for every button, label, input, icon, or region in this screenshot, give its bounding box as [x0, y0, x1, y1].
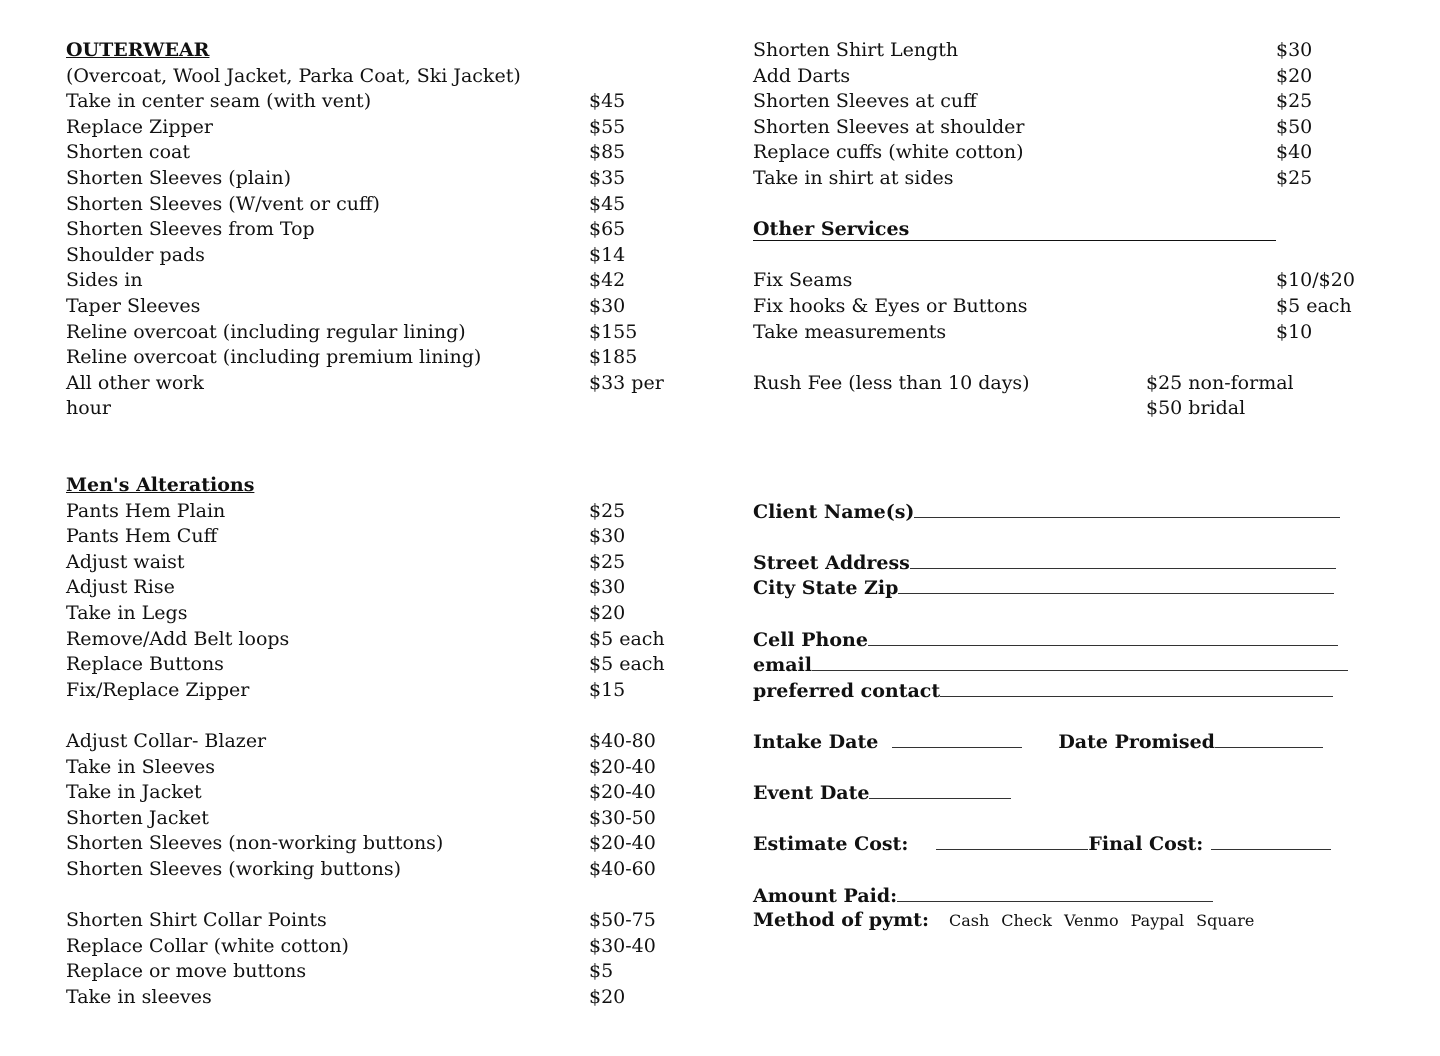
price-row [66, 550, 706, 576]
spacer [753, 448, 1393, 474]
service-price: $15 [589, 678, 626, 701]
service-price: $20-40 [589, 832, 656, 855]
price-row [66, 627, 706, 653]
estimate-cost-field[interactable] [936, 831, 1088, 850]
section-title: Men's Alterations [66, 474, 255, 497]
price-row [66, 934, 706, 960]
service-price: $5 each [589, 653, 665, 676]
service-price: $33 per [589, 371, 664, 394]
price-row [753, 38, 1393, 64]
service-price: $10 [1276, 320, 1313, 343]
service-price: $20 [589, 985, 626, 1008]
price-row [753, 115, 1393, 141]
service-price: $20-40 [589, 755, 656, 778]
price-row [66, 959, 706, 985]
spacer [753, 422, 1393, 448]
price-row [66, 89, 706, 115]
price-row [66, 371, 706, 397]
payment-option-check[interactable]: Check [1001, 911, 1052, 931]
payment-option-square[interactable]: Square [1196, 911, 1255, 931]
right-column [753, 38, 1393, 934]
service-price: $50 bridal [1146, 397, 1246, 420]
service-price: $50-75 [589, 909, 656, 932]
price-row [66, 524, 706, 550]
service-price: $40 [1276, 141, 1313, 164]
service-label: Shorten Shirt Collar Points [66, 909, 327, 932]
price-row [66, 678, 706, 704]
service-label: Shorten Sleeves (W/vent or cuff) [66, 192, 380, 215]
service-price: $40-80 [589, 730, 656, 753]
form-row [753, 499, 1393, 525]
service-price: $25 [1276, 166, 1313, 189]
payment-options [929, 909, 1266, 931]
service-price: $185 [589, 346, 638, 369]
price-row [66, 268, 706, 294]
service-label: Take in sleeves [66, 985, 212, 1008]
price-row [66, 831, 706, 857]
price-row [66, 857, 706, 883]
service-label: Replace Buttons [66, 653, 224, 676]
payment-option-venmo[interactable]: Venmo [1063, 911, 1119, 931]
price-row [66, 806, 706, 832]
service-price: $25 non-formal [1146, 371, 1294, 394]
service-label: Rush Fee (less than 10 days) [753, 371, 1030, 394]
service-label: Replace or move buttons [66, 960, 307, 983]
service-label: Remove/Add Belt loops [66, 627, 290, 650]
service-price: $25 [1276, 90, 1313, 113]
street-address-field[interactable] [910, 550, 1336, 569]
text-line: (Overcoat, Wool Jacket, Parka Coat, Ski Jacket) [66, 64, 521, 87]
service-label: Shorten Sleeves (non-working buttons) [66, 832, 444, 855]
form-row [753, 575, 1393, 601]
field-label: Event Date [753, 782, 870, 805]
field-label: email [753, 654, 812, 677]
text-line: hour [66, 397, 111, 420]
price-row [753, 294, 1393, 320]
section-heading [66, 38, 706, 64]
price-row [753, 89, 1393, 115]
spacer [753, 806, 1393, 832]
client-name-s-field[interactable] [914, 499, 1340, 518]
service-label: Shorten Sleeves (working buttons) [66, 858, 402, 880]
field-label: Intake Date [753, 731, 879, 754]
service-price: $30 [589, 294, 626, 317]
service-label: Adjust Rise [66, 576, 175, 599]
field-label: Final Cost: [1088, 833, 1204, 856]
price-row [66, 652, 706, 678]
service-label: Taper Sleeves [66, 294, 201, 317]
service-label: Fix hooks & Eyes or Buttons [753, 294, 1028, 317]
spacer [66, 883, 706, 909]
field-label: preferred contact [753, 679, 941, 702]
field-label: Cell Phone [753, 628, 868, 651]
cell-phone-field[interactable] [868, 627, 1338, 646]
service-label: Shorten Sleeves (plain) [66, 166, 291, 189]
price-row [66, 396, 706, 422]
field-label: Date Promised [1058, 731, 1215, 754]
price-row [753, 320, 1393, 346]
price-row [66, 217, 706, 243]
service-price: $20 [1276, 64, 1313, 87]
service-price: $30 [589, 576, 626, 599]
price-row [753, 64, 1393, 90]
price-row [66, 243, 706, 269]
form-row [753, 780, 1393, 806]
spacer [753, 857, 1393, 883]
service-label: Take in Sleeves [66, 755, 215, 778]
service-label: Take in Jacket [66, 781, 202, 804]
spacer [753, 601, 1393, 627]
service-label: Add Darts [753, 64, 851, 87]
price-row [66, 729, 706, 755]
form-row [753, 831, 1393, 857]
service-label: Shorten Jacket [66, 806, 209, 829]
service-price: $25 [589, 550, 626, 573]
price-row [66, 908, 706, 934]
spacer [753, 243, 1393, 269]
spacer [753, 755, 1393, 781]
service-label: Shorten Sleeves at shoulder [753, 115, 1025, 138]
service-label: Reline overcoat (including premium lining) [66, 346, 482, 369]
price-row [66, 64, 706, 90]
left-column [66, 38, 706, 1011]
section-heading [753, 217, 1393, 243]
email-field[interactable] [812, 652, 1348, 671]
price-row [66, 320, 706, 346]
price-row [753, 268, 1393, 294]
spacer [753, 192, 1393, 218]
price-row [753, 371, 1393, 397]
service-label: Shorten Sleeves from Top [66, 218, 315, 241]
service-label: Replace cuffs (white cotton) [753, 141, 1024, 164]
price-row [66, 601, 706, 627]
preferred-contact-field[interactable] [940, 678, 1333, 697]
field-label: Estimate Cost: [753, 833, 909, 856]
service-price: $30 [589, 525, 626, 548]
service-label: Fix Seams [753, 269, 853, 292]
city-state-zip-field[interactable] [898, 575, 1334, 594]
service-label: Take in center seam (with vent) [66, 90, 372, 113]
section-title: Other Services [753, 218, 1276, 241]
event-date-field[interactable] [869, 780, 1011, 799]
price-row [66, 140, 706, 166]
service-price: $45 [589, 192, 626, 215]
form-row [753, 908, 1393, 934]
service-price: $155 [589, 320, 638, 343]
spacer [66, 448, 706, 474]
service-label: Shorten Sleeves at cuff [753, 90, 977, 113]
field-label: Street Address [753, 551, 910, 574]
service-label: Fix/Replace Zipper [66, 678, 250, 701]
price-row [66, 499, 706, 525]
service-price: $5 each [589, 627, 665, 650]
service-label: Reline overcoat (including regular lining) [66, 320, 466, 343]
spacer [66, 422, 706, 448]
service-label: Take in shirt at sides [753, 166, 954, 189]
section-title: OUTERWEAR [66, 39, 210, 61]
service-label: Adjust waist [66, 550, 185, 573]
service-price: $50 [1276, 115, 1313, 138]
service-price: $30-40 [589, 934, 656, 957]
service-label: Take in Legs [66, 602, 188, 625]
price-row [66, 780, 706, 806]
amount-paid-field[interactable] [897, 883, 1213, 902]
service-price: $40-60 [589, 858, 656, 880]
payment-option-cash[interactable]: Cash [948, 911, 990, 931]
service-price: $30-50 [589, 806, 656, 829]
spacer [753, 345, 1393, 371]
service-label: Sides in [66, 269, 143, 292]
date-promised-field[interactable] [1215, 729, 1323, 748]
section-heading [66, 473, 706, 499]
service-price: $45 [589, 90, 626, 113]
price-row [66, 294, 706, 320]
field-label: Method of pymt: [753, 909, 929, 932]
service-label: Replace Collar (white cotton) [66, 934, 349, 957]
form-row [753, 678, 1393, 704]
service-label: Shoulder pads [66, 243, 205, 266]
price-row [753, 166, 1393, 192]
spacer [753, 473, 1393, 499]
price-row [66, 985, 706, 1011]
form-row [753, 550, 1393, 576]
service-price: $25 [589, 499, 626, 522]
price-row [66, 575, 706, 601]
service-price: $5 [589, 960, 614, 983]
form-row [753, 627, 1393, 653]
price-row [66, 166, 706, 192]
service-price: $10/$20 [1276, 269, 1355, 292]
price-row [66, 192, 706, 218]
service-label: Replace Zipper [66, 115, 213, 138]
price-row [753, 396, 1393, 422]
price-row [66, 755, 706, 781]
service-price: $55 [589, 115, 626, 138]
service-price: $30 [1276, 39, 1313, 61]
service-label: Adjust Collar- Blazer [66, 730, 267, 753]
service-price: $14 [589, 243, 626, 266]
service-price: $20-40 [589, 781, 656, 804]
service-label: Pants Hem Cuff [66, 525, 218, 548]
service-label: Shorten coat [66, 141, 190, 164]
service-price: $20 [589, 602, 626, 625]
final-cost-field[interactable] [1211, 831, 1331, 850]
form-row [753, 883, 1393, 909]
field-label: City State Zip [753, 577, 899, 600]
field-label: Client Name(s) [753, 500, 915, 523]
intake-date-field[interactable] [892, 729, 1022, 748]
service-price: $65 [589, 218, 626, 241]
price-row [66, 345, 706, 371]
service-price: $42 [589, 269, 626, 292]
spacer [753, 703, 1393, 729]
form-row [753, 652, 1393, 678]
service-label: All other work [66, 371, 204, 394]
service-label: Pants Hem Plain [66, 499, 226, 522]
spacer [66, 703, 706, 729]
price-row [66, 115, 706, 141]
form-row [753, 729, 1393, 755]
service-price: $5 each [1276, 294, 1352, 317]
spacer [753, 524, 1393, 550]
payment-option-paypal[interactable]: Paypal [1130, 911, 1185, 931]
field-label: Amount Paid: [753, 884, 898, 907]
price-row [753, 140, 1393, 166]
service-label: Shorten Shirt Length [753, 39, 959, 61]
service-price: $35 [589, 166, 626, 189]
service-label: Take measurements [753, 320, 947, 343]
service-price: $85 [589, 141, 626, 164]
